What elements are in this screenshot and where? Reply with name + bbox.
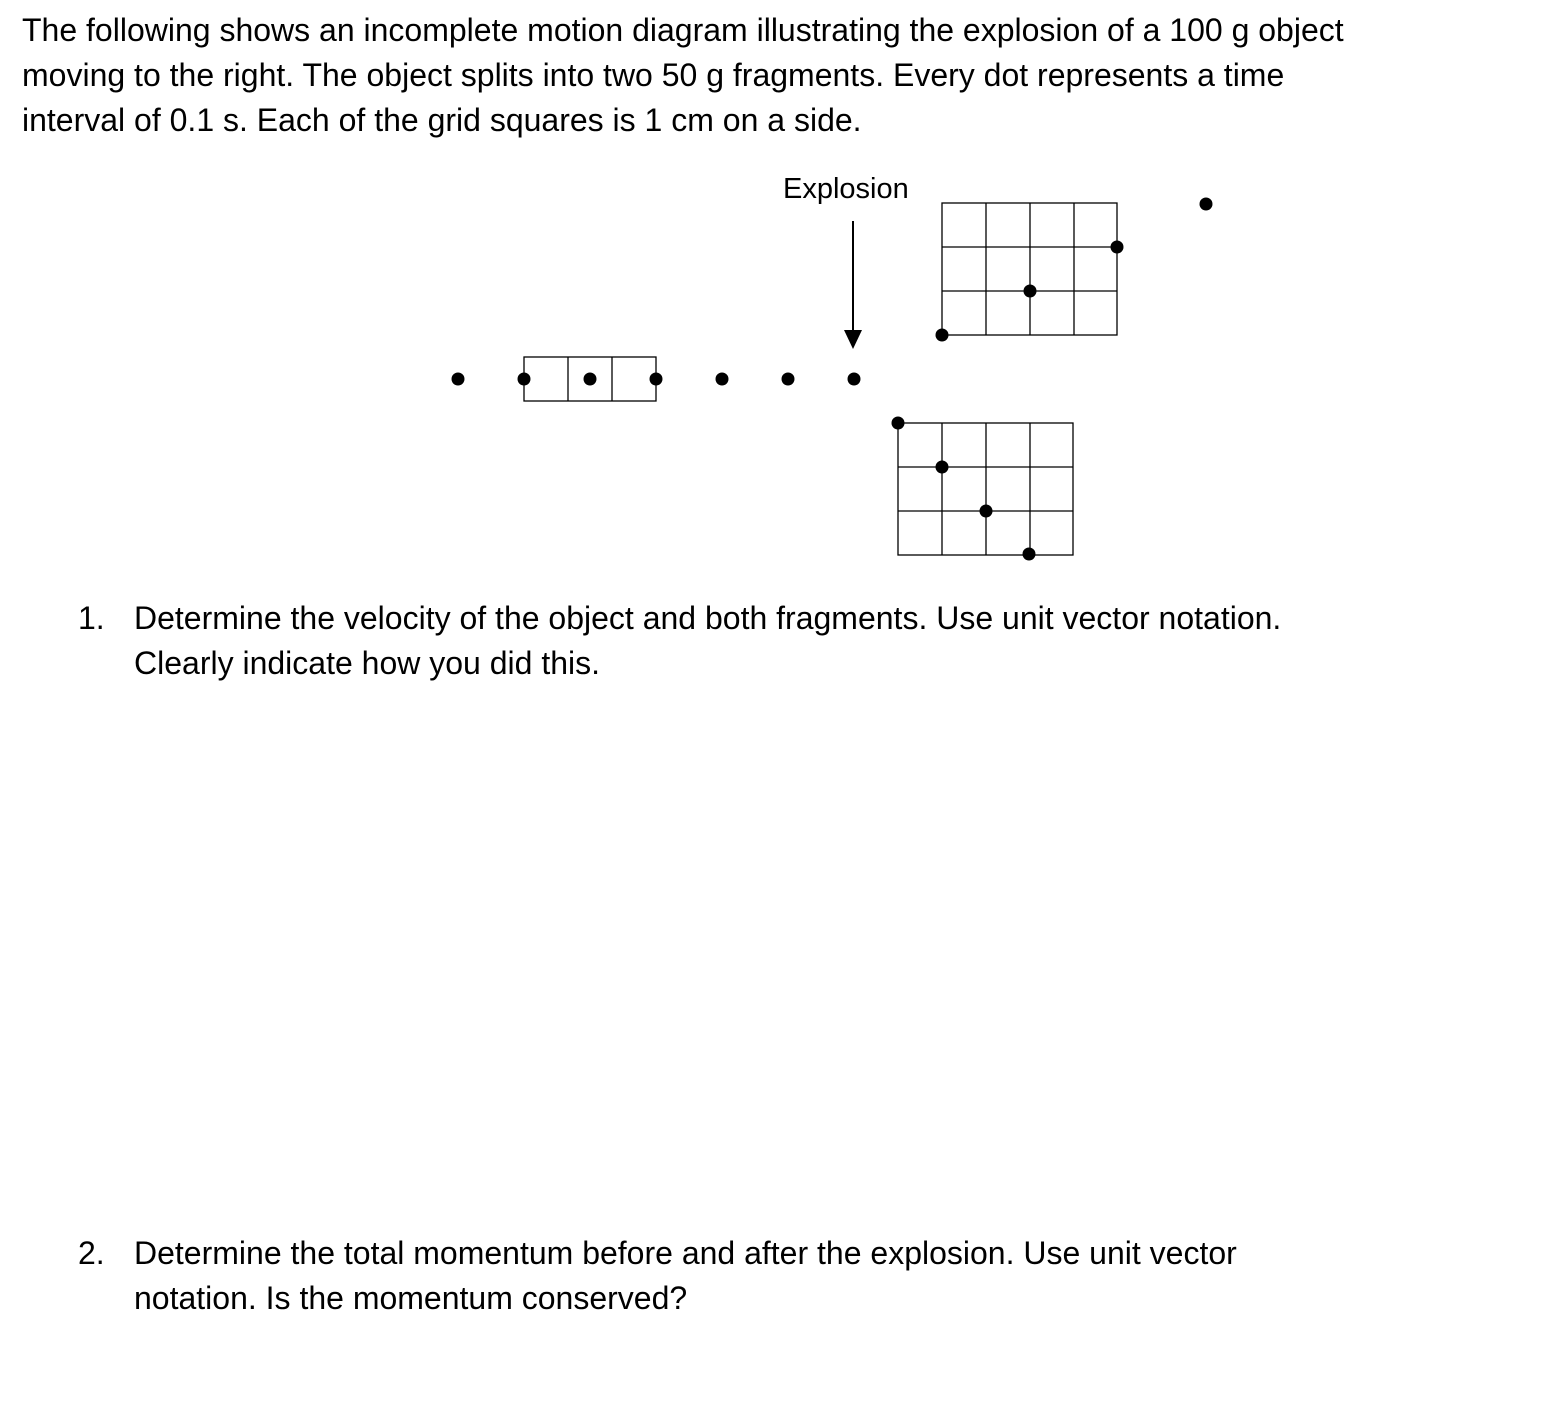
intro-line: interval of 0.1 s. Each of the grid squares is 1 cm on a side. <box>22 102 862 138</box>
lower-fragment-grid <box>898 423 1073 555</box>
fragment-dot <box>1024 285 1037 298</box>
question-number: 2. <box>78 1235 105 1271</box>
question-line: Clearly indicate how you did this. <box>134 645 601 681</box>
motion-dot <box>452 373 465 386</box>
fragment-dot <box>1023 548 1036 561</box>
fragment-dot <box>892 417 905 430</box>
question-number: 1. <box>78 600 105 636</box>
fragment-dot <box>936 461 949 474</box>
lower-fragment-dots <box>892 417 1036 561</box>
fragment-dot <box>1200 198 1213 211</box>
upper-fragment-grid <box>942 203 1117 335</box>
question-2 <box>78 1231 1498 1321</box>
motion-diagram <box>0 0 1550 600</box>
question-line: notation. Is the momentum conserved? <box>134 1280 688 1316</box>
fragment-dot <box>936 329 949 342</box>
question-line: Determine the total momentum before and after the explosion. Use unit vector <box>134 1235 1237 1271</box>
intro-line: The following shows an incomplete motion diagram illustrating the explosion of a 100 g object <box>22 12 1344 48</box>
motion-dot <box>848 373 861 386</box>
question-line: Determine the velocity of the object and both fragments. Use unit vector notation. <box>134 600 1282 636</box>
fragment-dot <box>980 505 993 518</box>
question-text <box>134 596 1498 686</box>
question-text <box>134 1231 1498 1321</box>
fragment-dot <box>1111 241 1124 254</box>
question-1 <box>78 596 1498 686</box>
motion-dot <box>716 373 729 386</box>
explosion-arrow-head <box>844 330 862 349</box>
motion-dot <box>650 373 663 386</box>
motion-dot <box>782 373 795 386</box>
explosion-label: Explosion <box>783 173 909 205</box>
intro-line: moving to the right. The object splits into two 50 g fragments. Every dot represents a time <box>22 57 1285 93</box>
object-dots <box>452 373 861 386</box>
motion-dot <box>518 373 531 386</box>
motion-dot <box>584 373 597 386</box>
